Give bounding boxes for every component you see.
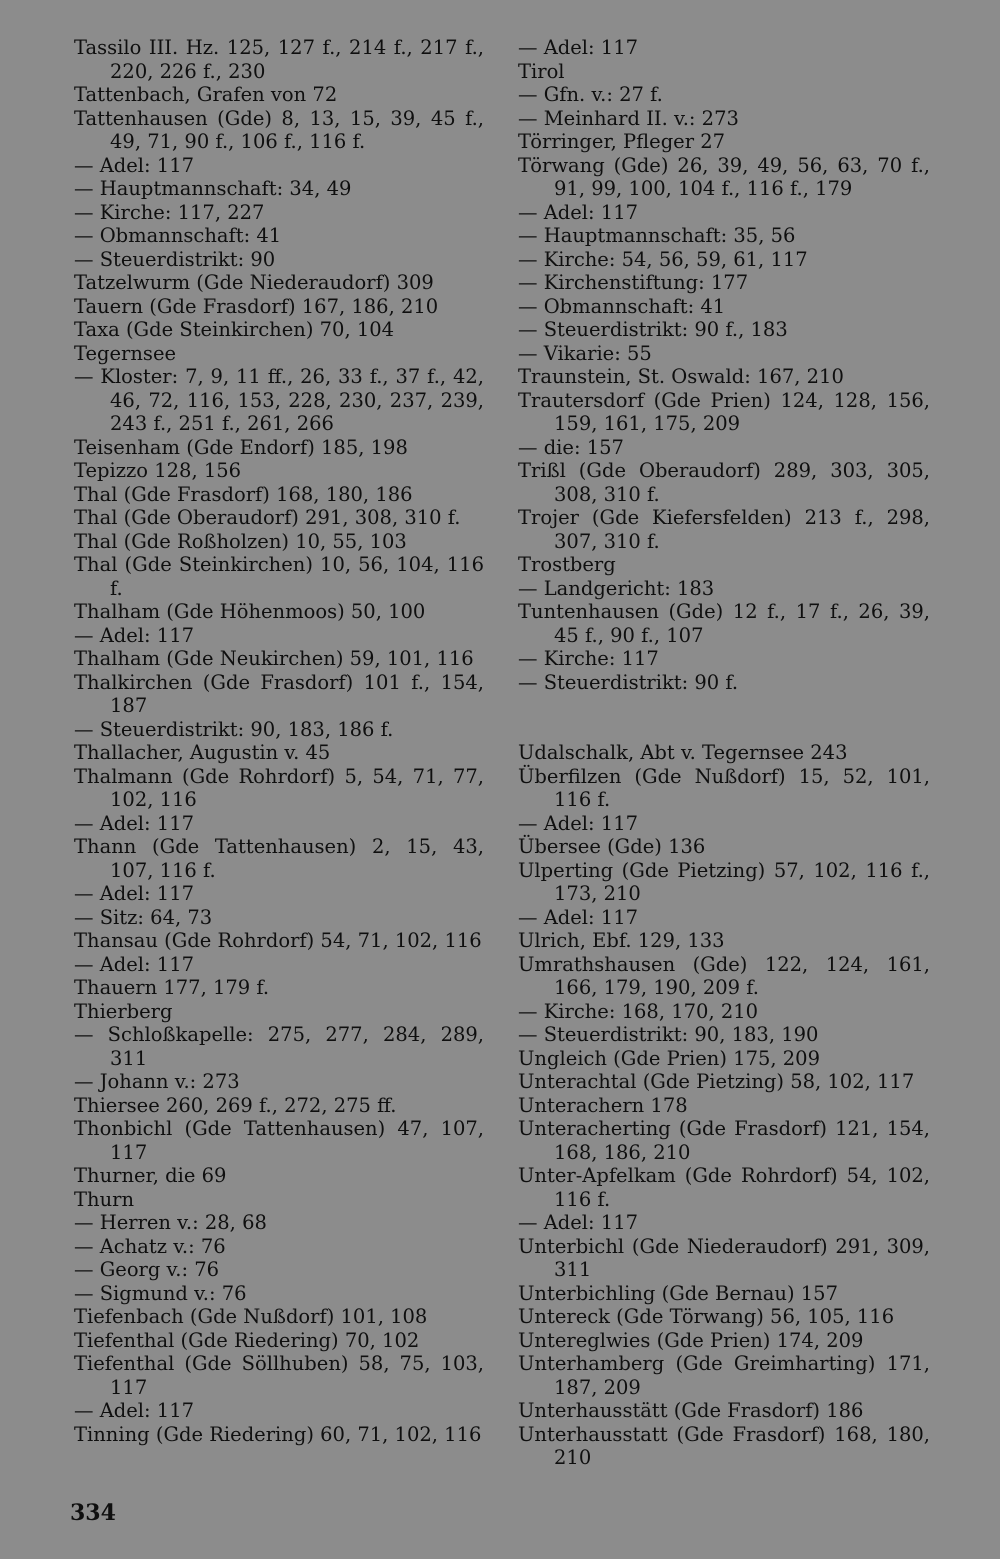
index-entry: — Vikarie: 55 xyxy=(518,341,652,365)
index-entry: Traunstein, St. Oswald: 167, 210 xyxy=(518,365,844,388)
index-entry: Thiersee 260, 269 f., 272, 275 ff. xyxy=(74,1093,397,1117)
index-entry: Thalham (Gde Neukirchen) 59, 101, 116 xyxy=(74,647,474,670)
index-entry: — Obmannschaft: 41 xyxy=(518,294,726,318)
index-entry: Trißl (Gde Oberaudorf) 289, 303, 305, 308, 310 f. xyxy=(518,459,930,506)
index-entry: Tiefenthal (Gde Söllhuben) 58, 75, 103, 117 xyxy=(74,1352,484,1399)
index-entry: — Hauptmannschaft: 34, 49 xyxy=(74,177,352,200)
index-entry: Unterhausstatt (Gde Frasdorf) 168, 180, 210 xyxy=(518,1422,930,1469)
index-entry: — Kirchenstiftung: 177 xyxy=(518,271,749,294)
index-entry: Thalkirchen (Gde Frasdorf) 101 f., 154, 187 xyxy=(74,670,484,717)
index-entry: Tiefenthal (Gde Riedering) 70, 102 xyxy=(74,1328,420,1352)
index-entry: Thurner, die 69 xyxy=(74,1164,227,1187)
index-entry: — Achatz v.: 76 xyxy=(74,1234,226,1258)
index-entry: — Schloßkapelle: 275, 277, 284, 289, 311 xyxy=(74,1023,484,1070)
index-entry: Teisenham (Gde Endorf) 185, 198 xyxy=(74,435,408,459)
index-entry: Törringer, Pfleger 27 xyxy=(518,130,726,153)
index-entry: Unterachern 178 xyxy=(518,1093,688,1117)
index-entry: Thalmann (Gde Rohrdorf) 5, 54, 71, 77, 102, 116 xyxy=(74,764,484,811)
index-entry: — Adel: 117 xyxy=(518,905,639,929)
index-entry: — Adel: 117 xyxy=(74,623,195,647)
index-entry: — Gfn. v.: 27 f. xyxy=(518,83,663,106)
index-entry: Unter-Apfelkam (Gde Rohrdorf) 54, 102, 116 f. xyxy=(518,1164,930,1211)
index-entry: Ulrich, Ebf. 129, 133 xyxy=(518,929,725,952)
index-group-u xyxy=(518,741,930,1470)
index-entry: — Steuerdistrikt: 90 xyxy=(74,247,276,271)
index-entry: Tattenhausen (Gde) 8, 13, 15, 39, 45 f., 49, 71, 90 f., 106 f., 116 f. xyxy=(74,106,484,153)
index-entry: Unterhamberg (Gde Greimharting) 171, 187, 209 xyxy=(518,1352,930,1399)
index-entry: Trautersdorf (Gde Prien) 124, 128, 156, 159, 161, 175, 209 xyxy=(518,388,930,435)
index-entry: Unterachtal (Gde Pietzing) 58, 102, 117 xyxy=(518,1070,915,1093)
index-entry: Thalham (Gde Höhenmoos) 50, 100 xyxy=(74,600,426,623)
index-entry: Trojer (Gde Kiefersfelden) 213 f., 298, 307, 310 f. xyxy=(518,506,930,553)
index-entry: Tuntenhausen (Gde) 12 f., 17 f., 26, 39, 45 f., 90 f., 107 xyxy=(518,600,930,647)
index-column-left xyxy=(74,36,484,1446)
index-entry: Thansau (Gde Rohrdorf) 54, 71, 102, 116 xyxy=(74,929,482,952)
index-entry: — Herren v.: 28, 68 xyxy=(74,1211,267,1234)
index-entry: — Adel: 117 xyxy=(74,882,195,905)
index-entry: — Obmannschaft: 41 xyxy=(74,224,282,247)
index-entry: Umrathshausen (Gde) 122, 124, 161, 166, 179, 190, 209 f. xyxy=(518,952,930,999)
index-entry: — die: 157 xyxy=(518,435,624,459)
index-entry: Unteracherting (Gde Frasdorf) 121, 154, 168, 186, 210 xyxy=(518,1117,930,1164)
index-entry: Untereck (Gde Törwang) 56, 105, 116 xyxy=(518,1305,895,1328)
index-entry: — Meinhard II. v.: 273 xyxy=(518,106,739,130)
index-entry: — Hauptmannschaft: 35, 56 xyxy=(518,224,796,247)
index-entry: Törwang (Gde) 26, 39, 49, 56, 63, 70 f., 91, 99, 100, 104 f., 116 f., 179 xyxy=(518,153,930,200)
index-entry: Udalschalk, Abt v. Tegernsee 243 xyxy=(518,741,848,764)
index-entry: — Adel: 117 xyxy=(518,1211,639,1234)
index-entry: Unterhausstätt (Gde Frasdorf) 186 xyxy=(518,1399,864,1422)
index-entry: — Adel: 117 xyxy=(74,811,195,835)
index-entry: — Sitz: 64, 73 xyxy=(74,905,213,929)
index-entry: Thal (Gde Frasdorf) 168, 180, 186 xyxy=(74,482,413,506)
index-entry: — Steuerdistrikt: 90 f. xyxy=(518,670,739,694)
index-entry: Thonbichl (Gde Tattenhausen) 47, 107, 117 xyxy=(74,1117,484,1164)
index-entry: Trostberg xyxy=(518,553,616,576)
index-entry: — Adel: 117 xyxy=(74,153,195,177)
letter-gap xyxy=(518,694,930,741)
index-entry: Ungleich (Gde Prien) 175, 209 xyxy=(518,1046,820,1070)
index-entry: — Adel: 117 xyxy=(74,1399,195,1422)
index-entry: Unterbichl (Gde Niederaudorf) 291, 309, 311 xyxy=(518,1234,930,1281)
index-entry: Tattenbach, Grafen von 72 xyxy=(74,83,338,106)
index-entry: Ulperting (Gde Pietzing) 57, 102, 116 f., 173, 210 xyxy=(518,858,930,905)
index-entry: Thal (Gde Oberaudorf) 291, 308, 310 f. xyxy=(74,506,461,529)
index-entry: Taxa (Gde Steinkirchen) 70, 104 xyxy=(74,318,395,341)
index-column-right xyxy=(518,36,930,1470)
index-entry: — Kloster: 7, 9, 11 ff., 26, 33 f., 37 f., 42, 46, 72, 116, 153, 228, 230, 237, 239, 243 f., 251 f., 261, 266 xyxy=(74,365,484,435)
index-entry: Thal (Gde Roßholzen) 10, 55, 103 xyxy=(74,529,407,553)
index-entry: Thauern 177, 179 f. xyxy=(74,976,270,999)
index-entry: — Steuerdistrikt: 90, 183, 190 xyxy=(518,1023,819,1046)
index-entry: — Kirche: 117 xyxy=(518,647,659,670)
index-entry: Unterbichling (Gde Bernau) 157 xyxy=(518,1281,838,1305)
index-entry: — Adel: 117 xyxy=(518,36,639,59)
index-entry: Thallacher, Augustin v. 45 xyxy=(74,741,331,764)
index-entry: Tassilo III. Hz. 125, 127 f., 214 f., 217 f., 220, 226 f., 230 xyxy=(74,36,484,83)
index-entry: — Sigmund v.: 76 xyxy=(74,1281,247,1305)
index-entry: — Georg v.: 76 xyxy=(74,1258,220,1281)
index-entry: — Adel: 117 xyxy=(74,952,195,976)
index-entry: Übersee (Gde) 136 xyxy=(518,835,706,858)
index-entry: — Steuerdistrikt: 90 f., 183 xyxy=(518,318,788,341)
index-entry: Thal (Gde Steinkirchen) 10, 56, 104, 116 f. xyxy=(74,553,484,600)
index-entry: — Kirche: 168, 170, 210 xyxy=(518,999,759,1023)
index-entry: — Steuerdistrikt: 90, 183, 186 f. xyxy=(74,717,394,741)
index-entry: — Kirche: 117, 227 xyxy=(74,200,265,224)
index-entry: Tiefenbach (Gde Nußdorf) 101, 108 xyxy=(74,1305,428,1328)
index-entry: Thann (Gde Tattenhausen) 2, 15, 43, 107, 116 f. xyxy=(74,835,484,882)
index-entry: — Adel: 117 xyxy=(518,200,639,224)
index-entry: Tauern (Gde Frasdorf) 167, 186, 210 xyxy=(74,294,439,318)
index-entry: Thierberg xyxy=(74,999,173,1023)
index-entry: Tinning (Gde Riedering) 60, 71, 102, 116 xyxy=(74,1422,482,1446)
index-entry: Tegernsee xyxy=(74,341,177,365)
index-entry: Tirol xyxy=(518,59,565,83)
index-group-t xyxy=(518,36,930,694)
index-entry: Tatzelwurm (Gde Niederaudorf) 309 xyxy=(74,271,434,294)
index-entry: — Johann v.: 273 xyxy=(74,1070,240,1093)
index-entry: Untereglwies (Gde Prien) 174, 209 xyxy=(518,1328,864,1352)
index-entry: — Landgericht: 183 xyxy=(518,576,715,600)
page-number: 334 xyxy=(70,1500,116,1526)
index-entry: Überfilzen (Gde Nußdorf) 15, 52, 101, 116 f. xyxy=(518,764,930,811)
index-entry: Tepizzo 128, 156 xyxy=(74,459,242,482)
index-entry: — Kirche: 54, 56, 59, 61, 117 xyxy=(518,247,808,271)
index-entry: — Adel: 117 xyxy=(518,811,639,835)
index-entry: Thurn xyxy=(74,1187,135,1211)
